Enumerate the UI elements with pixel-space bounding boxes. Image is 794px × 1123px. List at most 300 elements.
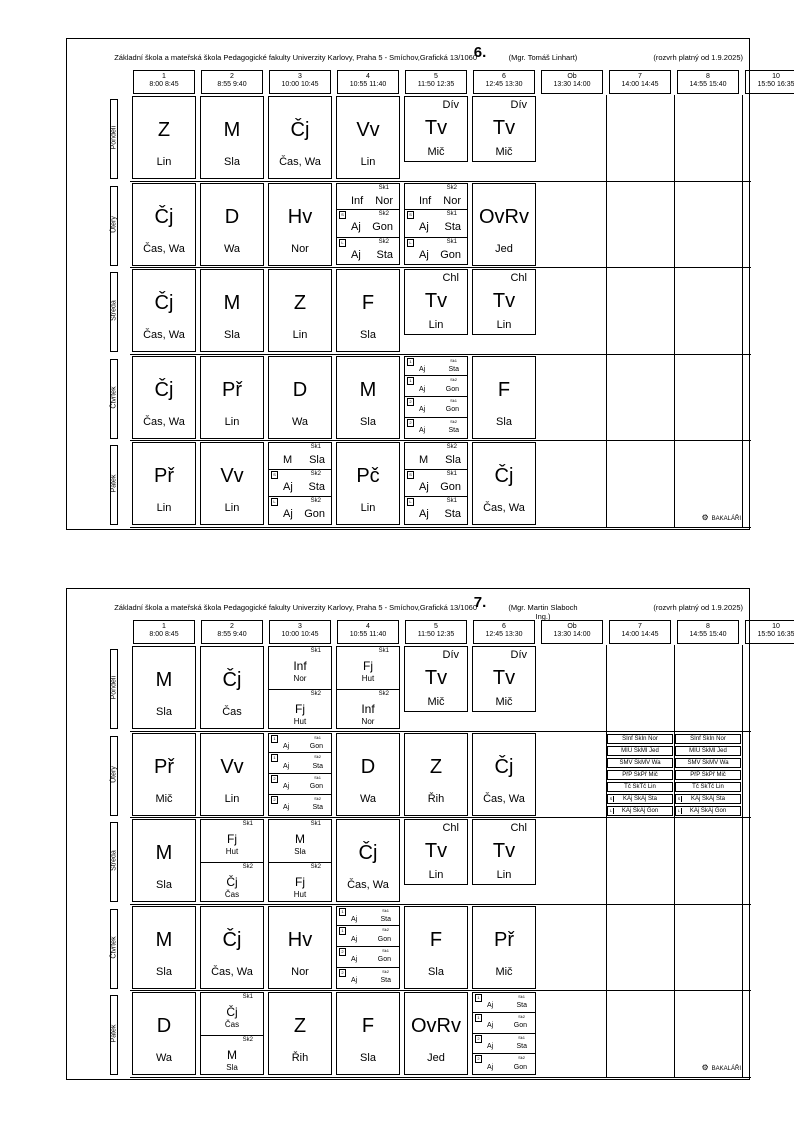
group-teacher: Gon xyxy=(513,1063,527,1071)
lesson-teacher: Lin xyxy=(360,502,376,514)
period-header xyxy=(473,620,535,644)
lesson-teacher: Nor xyxy=(291,965,309,978)
lesson-cell xyxy=(404,646,468,712)
group-teacher: Nor xyxy=(293,674,307,684)
lesson-subject: M xyxy=(155,669,173,691)
elective-item xyxy=(675,734,741,744)
day-label xyxy=(110,186,118,266)
group-marker: 2 xyxy=(271,775,278,783)
logo-label: BAKALÁŘI xyxy=(711,516,741,522)
lesson-subject: Pč xyxy=(356,465,380,487)
period-header xyxy=(405,70,467,94)
lesson-subject: D xyxy=(156,1015,172,1037)
lesson-group xyxy=(201,820,263,862)
group-subject: M xyxy=(283,454,293,467)
lesson-subject: Vv xyxy=(220,465,244,487)
lesson-cell-split xyxy=(268,819,332,902)
group-marker: L xyxy=(339,239,346,247)
group-subject: M xyxy=(419,454,429,467)
lesson-cell-split xyxy=(336,646,400,729)
lesson-group xyxy=(404,376,468,397)
lesson-teacher: Mič xyxy=(427,146,445,158)
period-time: 10:00 10:45 xyxy=(281,80,319,88)
lesson-subject: Vv xyxy=(220,755,244,778)
period-header xyxy=(405,620,467,644)
group-teacher: Sta xyxy=(444,508,461,521)
period-header xyxy=(677,620,739,644)
lesson-subject: D xyxy=(360,755,376,778)
group-teacher: Sta xyxy=(308,480,325,493)
lesson-group xyxy=(472,1034,536,1055)
lesson-subject: Čj xyxy=(290,119,310,141)
group-teacher: Sla xyxy=(309,454,325,467)
class-name: 6. xyxy=(473,44,487,61)
period-number: 5 xyxy=(434,623,438,630)
lesson-subject: Z xyxy=(293,1015,307,1037)
elective-text: PřP SkPř Mič xyxy=(622,771,658,778)
period-number: 5 xyxy=(434,73,438,80)
row-divider xyxy=(130,990,751,991)
school-name: Základní škola a mateřská škola Pedagogické fakulty Univerzity Karlovy, Praha 5 - Smíchov,Grafická 13/1060 xyxy=(114,603,477,612)
lesson-teacher: Čas, Wa xyxy=(483,792,525,805)
lesson-subject: Hv xyxy=(287,205,313,228)
period-number: 7 xyxy=(638,73,642,80)
lesson-cell xyxy=(336,442,400,525)
lesson-teacher: Sla xyxy=(360,415,376,428)
day-label xyxy=(110,995,118,1075)
day-label xyxy=(110,736,118,816)
group-marker: 1 xyxy=(407,358,414,366)
group-tag: Sk1 xyxy=(242,994,253,1000)
period-time: 11:50 12:35 xyxy=(417,80,455,88)
elective-text: SMV SkMV Wa xyxy=(619,759,661,766)
lesson-teacher: Čas, Wa xyxy=(279,156,321,168)
lesson-group xyxy=(336,947,400,968)
group-teacher: Hut xyxy=(293,889,307,899)
lesson-group xyxy=(472,1054,536,1075)
lesson-teacher: Lin xyxy=(156,502,172,514)
period-number: 6 xyxy=(502,73,506,80)
group-marker: 1 xyxy=(475,994,482,1002)
lesson-group xyxy=(268,774,332,795)
elective-text: SInf SkIn Nor xyxy=(622,735,658,742)
group-tag: Sk2 xyxy=(310,690,321,697)
group-teacher: Gon xyxy=(445,406,459,414)
group-marker: L xyxy=(407,239,414,247)
elective-item xyxy=(675,782,741,792)
group-teacher: Sla xyxy=(226,1062,238,1072)
bakalari-logo xyxy=(701,513,741,522)
day-name: Čtvrtek xyxy=(110,935,118,959)
group-marker: 1 xyxy=(475,1014,482,1022)
period-time: 8:00 8:45 xyxy=(149,630,179,638)
group-tag: Sk1 xyxy=(446,238,457,245)
group-subject: Aj xyxy=(419,508,429,521)
group-tag: Sk2 xyxy=(446,184,457,191)
lesson-room: Chl xyxy=(442,272,459,284)
group-tag: Sk2 xyxy=(310,498,321,505)
elective-item xyxy=(675,794,741,804)
lesson-group xyxy=(336,968,400,989)
row-divider xyxy=(130,904,751,905)
group-subject: Aj xyxy=(419,480,429,493)
lesson-teacher: Wa xyxy=(155,1052,173,1064)
group-teacher: Gon xyxy=(440,480,461,493)
group-tag: Sk2 xyxy=(450,418,457,424)
group-subject: Aj xyxy=(283,804,290,812)
group-marker: 1 xyxy=(339,908,346,916)
day-name: Úterý xyxy=(110,765,118,783)
row-divider xyxy=(130,527,751,528)
period-header xyxy=(745,620,794,644)
period-time: 14:00 14:45 xyxy=(621,80,659,88)
lesson-cell xyxy=(472,646,536,712)
group-subject: Fj xyxy=(363,659,373,674)
period-number: 8 xyxy=(706,623,710,630)
period-time: 8:00 8:45 xyxy=(149,80,179,88)
lesson-subject: Tv xyxy=(424,840,448,862)
lesson-cell-split xyxy=(268,442,332,525)
elective-text: MIU SkMI Jed xyxy=(689,747,727,754)
lesson-room: Chl xyxy=(442,822,459,834)
lesson-group xyxy=(269,689,331,731)
group-teacher: Hut xyxy=(361,674,375,684)
lesson-subject: M xyxy=(223,292,241,314)
period-header xyxy=(473,70,535,94)
group-tag: Sk1 xyxy=(446,211,457,218)
lesson-subject: Čj xyxy=(154,378,174,401)
lesson-group xyxy=(268,497,332,525)
group-subject: Aj xyxy=(351,221,361,234)
day-name: Středa xyxy=(110,850,118,871)
elective-item xyxy=(607,758,673,768)
lesson-subject: F xyxy=(429,928,443,951)
lesson-subject: Př xyxy=(494,928,514,951)
elective-item xyxy=(607,746,673,756)
period-time: 12:45 13:30 xyxy=(485,630,523,638)
lesson-teacher: Jed xyxy=(495,242,513,255)
lesson-subject: M xyxy=(223,119,241,141)
group-marker: 2 xyxy=(339,969,346,977)
lesson-cell xyxy=(132,96,196,179)
period-number: 7 xyxy=(638,623,642,630)
group-marker: S xyxy=(407,211,414,219)
lesson-subject: Tv xyxy=(424,667,448,689)
group-teacher: Gon xyxy=(440,248,461,261)
group-subject: Aj xyxy=(283,762,290,770)
group-subject: Aj xyxy=(487,1063,494,1071)
day-label xyxy=(110,99,118,179)
group-marker: 1 xyxy=(271,735,278,743)
logo-label: BAKALÁŘI xyxy=(711,1066,741,1072)
group-marker: L xyxy=(609,807,613,813)
timetable xyxy=(66,38,794,530)
group-marker: 1 xyxy=(271,754,278,762)
period-time: 14:00 14:45 xyxy=(621,630,659,638)
class-name: 7. xyxy=(473,594,487,611)
group-subject: Aj xyxy=(351,977,358,985)
period-time: 14:55 15:40 xyxy=(689,80,727,88)
lesson-subject: Tv xyxy=(492,117,516,139)
period-number: 1 xyxy=(162,623,166,630)
lesson-teacher: Řih xyxy=(427,792,445,805)
group-subject: Aj xyxy=(419,427,426,435)
group-tag: Sk1 xyxy=(310,444,321,450)
lesson-room: Dív xyxy=(442,99,459,111)
group-subject: Aj xyxy=(351,915,358,923)
lesson-teacher: Sla xyxy=(156,879,172,891)
group-tag: Sk2 xyxy=(518,1055,525,1061)
group-subject: Aj xyxy=(419,385,426,393)
lesson-group xyxy=(268,753,332,774)
group-tag: Sk2 xyxy=(310,863,321,870)
lesson-cell xyxy=(404,992,468,1075)
group-teacher: Sta xyxy=(448,427,459,435)
group-subject: Aj xyxy=(351,935,358,943)
group-teacher: Gon xyxy=(377,935,391,943)
group-subject: Aj xyxy=(283,783,290,791)
lesson-teacher: Lin xyxy=(224,792,240,805)
lesson-cell xyxy=(404,819,468,885)
lesson-group xyxy=(404,356,468,377)
period-number: 2 xyxy=(230,623,234,630)
day-name: Úterý xyxy=(110,215,118,233)
group-teacher: Gon xyxy=(309,742,323,750)
group-tag: Sk1 xyxy=(378,184,389,191)
lesson-teacher: Mič xyxy=(427,696,445,708)
period-time: 10:00 10:45 xyxy=(281,630,319,638)
lesson-cell xyxy=(132,356,196,439)
group-subject: Aj xyxy=(487,1002,494,1010)
lesson-cell-split xyxy=(268,733,332,816)
lesson-room: Dív xyxy=(510,99,527,111)
lesson-teacher: Lin xyxy=(156,156,172,168)
period-header xyxy=(541,620,603,644)
lesson-cell xyxy=(404,96,468,162)
lesson-cell xyxy=(200,356,264,439)
lesson-subject: D xyxy=(292,378,308,401)
group-marker: L xyxy=(271,498,278,506)
lesson-teacher: Wa xyxy=(291,415,309,428)
day-name: Pátek xyxy=(110,1024,118,1043)
group-tag: Sk1 xyxy=(242,821,253,827)
lesson-subject: Tv xyxy=(492,290,516,312)
period-time: 12:45 13:30 xyxy=(485,80,523,88)
group-marker: S xyxy=(271,471,278,479)
column-divider xyxy=(742,95,743,527)
lesson-group xyxy=(201,862,263,904)
validity-date: (rozvrh platný od 1.9.2025) xyxy=(653,603,743,612)
lesson-teacher: Sla xyxy=(156,706,172,718)
lesson-subject: Čj xyxy=(222,669,242,691)
lesson-group xyxy=(201,1035,263,1077)
row-divider xyxy=(130,181,751,182)
lesson-cell-split xyxy=(200,992,264,1075)
lesson-subject: F xyxy=(361,1015,375,1037)
timetable xyxy=(66,588,794,1080)
lesson-subject: Př xyxy=(154,755,174,778)
lesson-cell xyxy=(132,733,196,816)
lesson-subject: M xyxy=(155,928,173,951)
lesson-group xyxy=(269,647,331,689)
group-tag: Sk1 xyxy=(518,994,525,999)
lesson-teacher: Čas xyxy=(222,706,242,718)
lesson-cell-split xyxy=(404,183,468,266)
lesson-cell xyxy=(132,992,196,1075)
day-name: Středa xyxy=(110,300,118,321)
lesson-subject: Tv xyxy=(492,667,516,689)
lesson-group xyxy=(404,442,468,470)
period-number: 6 xyxy=(502,623,506,630)
lesson-cell xyxy=(336,96,400,179)
group-tag: Sk2 xyxy=(446,444,457,450)
row-divider xyxy=(130,1077,751,1078)
lesson-group xyxy=(404,210,468,238)
group-subject: Čj xyxy=(226,874,238,889)
lesson-cell xyxy=(404,733,468,816)
group-teacher: Gon xyxy=(309,783,323,791)
group-teacher: Sta xyxy=(448,365,459,373)
elective-item xyxy=(607,794,673,804)
group-teacher: Sta xyxy=(516,1042,527,1050)
lesson-group xyxy=(336,238,400,266)
lesson-cell xyxy=(268,183,332,266)
lesson-group xyxy=(336,926,400,947)
lesson-teacher: Wa xyxy=(223,242,241,255)
group-tag: Sk1 xyxy=(518,1034,525,1040)
period-number: 8 xyxy=(706,73,710,80)
lesson-cell xyxy=(472,269,536,335)
lesson-teacher: Čas, Wa xyxy=(143,329,185,341)
period-header xyxy=(133,70,195,94)
lesson-group xyxy=(337,647,399,689)
lesson-teacher: Sla xyxy=(224,329,240,341)
group-marker: 2 xyxy=(475,1035,482,1043)
elective-item xyxy=(607,770,673,780)
lesson-cell xyxy=(472,906,536,989)
day-label xyxy=(110,909,118,989)
group-marker: S xyxy=(339,211,346,219)
period-header xyxy=(745,70,794,94)
group-subject: Aj xyxy=(419,221,429,234)
lesson-group xyxy=(268,795,332,816)
lesson-subject: F xyxy=(497,378,511,401)
elective-text: SInf SkIn Nor xyxy=(690,735,726,742)
lesson-group xyxy=(404,183,468,211)
column-divider xyxy=(606,95,607,527)
period-number: Ob xyxy=(567,73,577,80)
lesson-teacher: Čas, Wa xyxy=(211,965,253,978)
period-number: 3 xyxy=(298,623,302,630)
period-time: 13:30 14:00 xyxy=(553,80,591,88)
lesson-cell xyxy=(336,992,400,1075)
lesson-cell xyxy=(200,733,264,816)
group-teacher: Sta xyxy=(376,248,393,261)
group-tag: Sk2 xyxy=(382,927,389,933)
group-subject: Aj xyxy=(351,248,361,261)
column-divider xyxy=(606,645,607,1077)
group-tag: Sk2 xyxy=(310,470,321,477)
period-time: 10:55 11:40 xyxy=(349,80,387,88)
group-tag: Sk2 xyxy=(314,754,321,760)
lesson-group xyxy=(269,820,331,862)
lesson-group xyxy=(268,442,332,470)
lesson-teacher: Lin xyxy=(428,319,444,331)
group-teacher: Nor xyxy=(443,194,461,207)
period-header xyxy=(201,620,263,644)
lesson-teacher: Čas, Wa xyxy=(143,415,185,428)
lesson-subject: Čj xyxy=(154,205,174,228)
lesson-teacher: Nor xyxy=(291,242,309,255)
elective-text: MIU SkMI Jed xyxy=(621,747,659,754)
lesson-teacher: Mič xyxy=(495,965,513,978)
lesson-subject: Př xyxy=(154,465,174,487)
gear-icon: ⚙ xyxy=(701,1063,709,1072)
lesson-group xyxy=(404,470,468,498)
group-tag: Sk1 xyxy=(446,498,457,505)
lesson-teacher: Lin xyxy=(224,502,240,514)
group-teacher: Gon xyxy=(304,508,325,521)
lesson-cell xyxy=(132,819,196,902)
group-teacher: Gon xyxy=(513,1022,527,1030)
lesson-subject: Čj xyxy=(358,842,378,864)
gear-icon: ⚙ xyxy=(701,513,709,522)
lesson-subject: Z xyxy=(429,755,443,778)
group-teacher: Čas xyxy=(224,1020,240,1030)
period-number: 10 xyxy=(772,73,780,80)
lesson-cell xyxy=(268,269,332,352)
group-subject: Inf xyxy=(361,701,375,716)
lesson-cell xyxy=(336,819,400,902)
lesson-room: Chl xyxy=(510,822,527,834)
group-subject: Čj xyxy=(226,1005,238,1020)
group-teacher: Sta xyxy=(516,1002,527,1010)
group-teacher: Čas xyxy=(224,889,240,899)
lesson-cell xyxy=(200,442,264,525)
period-number: 1 xyxy=(162,73,166,80)
lesson-cell xyxy=(200,269,264,352)
lesson-teacher: Mič xyxy=(155,792,173,805)
period-number: 4 xyxy=(366,73,370,80)
lesson-group xyxy=(404,238,468,266)
lesson-teacher: Lin xyxy=(360,156,376,168)
day-name: Čtvrtek xyxy=(110,385,118,409)
group-teacher: Nor xyxy=(361,716,375,726)
lesson-teacher: Sla xyxy=(156,965,172,978)
group-subject: Fj xyxy=(295,874,305,889)
group-teacher: Gon xyxy=(377,956,391,964)
group-subject: Fj xyxy=(227,832,237,847)
group-subject: Aj xyxy=(487,1042,494,1050)
group-teacher: Sta xyxy=(380,915,391,923)
lesson-group xyxy=(404,497,468,525)
elective-text: KAj SkAj Gon xyxy=(689,807,727,814)
lesson-group xyxy=(404,397,468,418)
lesson-subject: Př xyxy=(222,378,242,401)
lesson-group xyxy=(336,183,400,211)
day-label xyxy=(110,649,118,729)
row-divider xyxy=(130,731,751,732)
lesson-teacher: Lin xyxy=(428,869,444,881)
lesson-cell xyxy=(472,183,536,266)
lesson-subject: Tv xyxy=(424,290,448,312)
group-tag: Sk2 xyxy=(518,1013,525,1019)
group-tag: Sk1 xyxy=(382,907,389,913)
elective-text: SMV SkMV Wa xyxy=(687,759,729,766)
elective-item xyxy=(675,770,741,780)
class-teacher: (Mgr. Martin Slaboch Ing.) xyxy=(508,603,578,621)
lesson-teacher: Jed xyxy=(427,1052,445,1064)
